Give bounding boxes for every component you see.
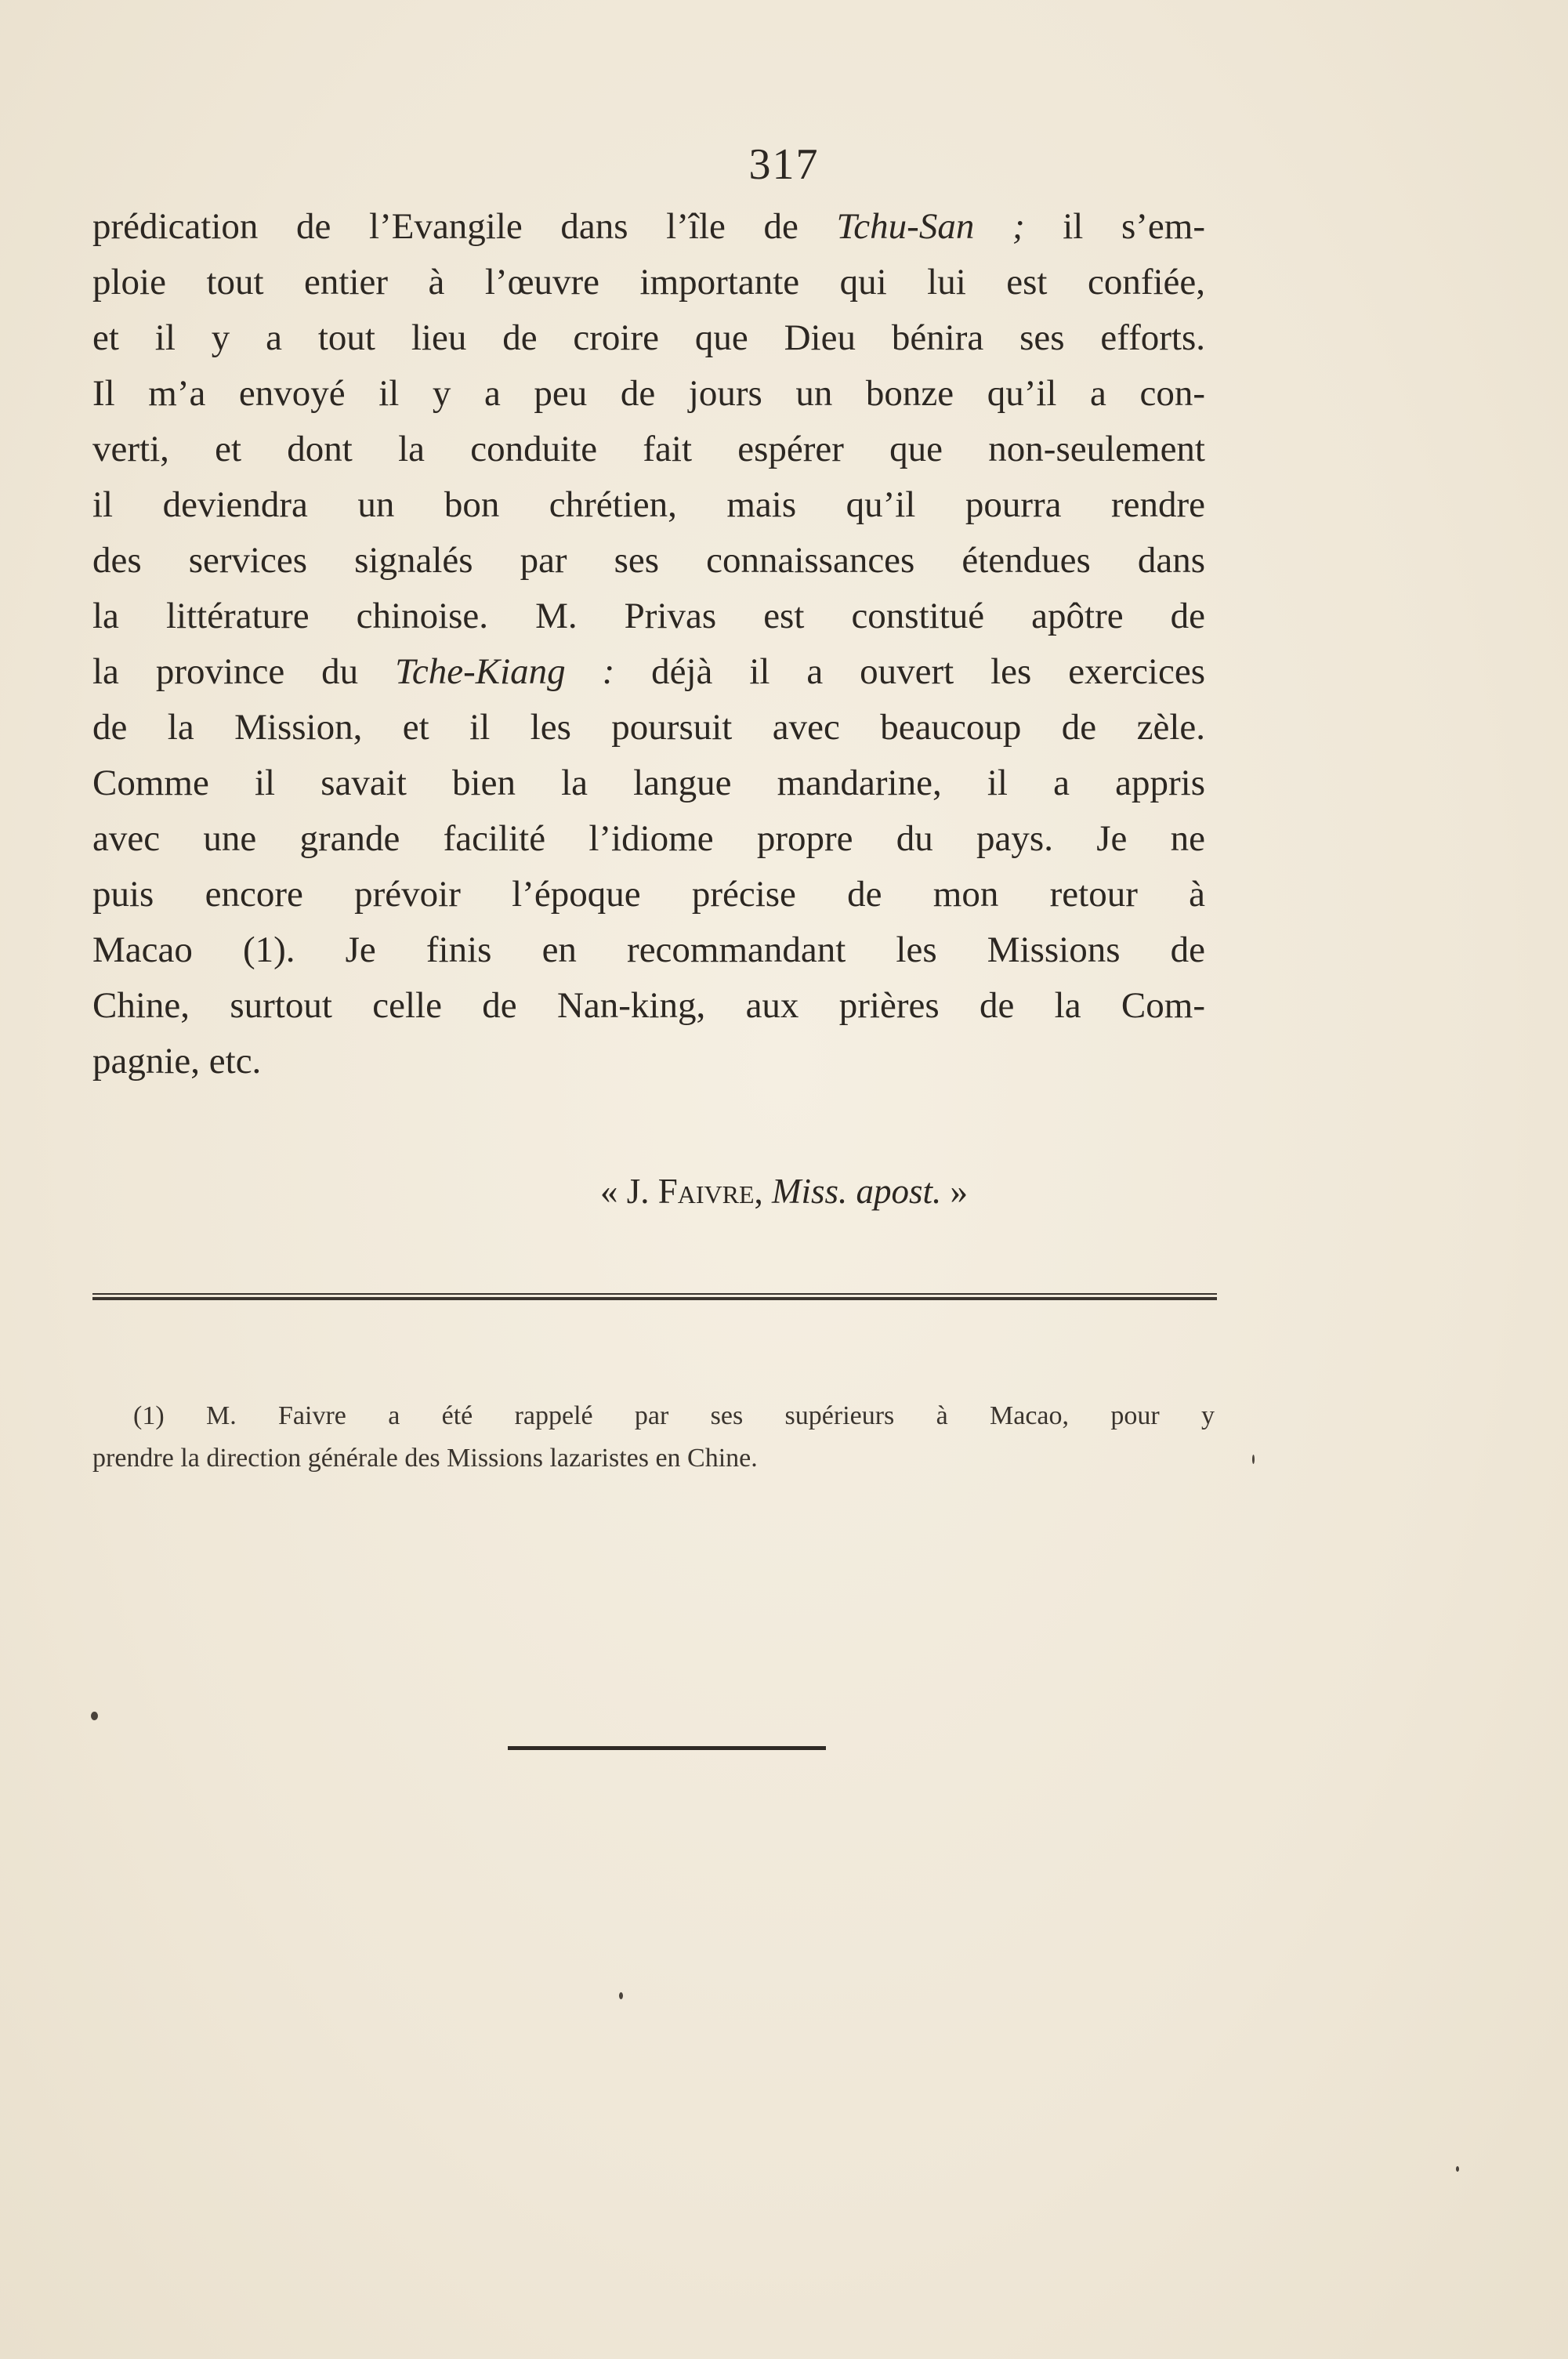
main-paragraph	[92, 199, 1205, 1089]
text-line	[92, 366, 1205, 422]
text-line	[92, 811, 1205, 867]
text-run: verti, et dont la conduite fait espérer que non-seulement	[92, 429, 1205, 469]
text-run: puis encore prévoir l’époque précise de mon retour à	[92, 874, 1205, 915]
text-run: pagnie, etc.	[92, 1041, 262, 1082]
text-line	[92, 589, 1205, 644]
text-run: de la Mission, et il les poursuit avec beaucoup de zèle.	[92, 707, 1205, 748]
text-run: des services signalés par ses connaissances étendues dans	[92, 540, 1205, 581]
text-run: Il m’a envoyé il y a peu de jours un bonze qu’il a con-	[92, 373, 1205, 414]
signature-title: Miss. apost.	[772, 1172, 942, 1211]
italic-place-name: Tche-Kiang :	[395, 651, 615, 692]
text-run: il s’em-	[1024, 206, 1205, 247]
signature-name: Faivre	[657, 1172, 755, 1211]
text-line	[92, 644, 1205, 700]
text-line	[92, 700, 1205, 756]
text-line	[92, 422, 1205, 477]
text-line	[92, 310, 1205, 366]
signature-close: »	[941, 1172, 969, 1211]
text-line	[92, 978, 1205, 1034]
text-run: Comme il savait bien la langue mandarine, il a appris	[92, 763, 1205, 803]
page-number: 317	[748, 140, 820, 189]
ink-speck	[1252, 1455, 1255, 1464]
text-line	[92, 756, 1205, 811]
text-line	[92, 1034, 1205, 1089]
text-run: la littérature chinoise. M. Privas est constitué apôtre de	[92, 596, 1205, 636]
footnote	[92, 1395, 1215, 1480]
text-run: la province du	[92, 651, 396, 692]
text-run: déjà il a ouvert les exercices	[614, 651, 1205, 692]
text-line	[92, 922, 1205, 978]
text-line	[92, 199, 1205, 255]
ink-speck	[619, 1992, 623, 1999]
end-rule	[508, 1746, 826, 1750]
text-run: il deviendra un bon chrétien, mais qu’il pourra rendre	[92, 484, 1205, 525]
text-line	[92, 255, 1205, 310]
footnote-line-2: prendre la direction générale des Missions lazaristes en Chine.	[92, 1444, 758, 1473]
signature-separator: ,	[754, 1172, 773, 1211]
signature	[0, 1168, 1568, 1215]
signature-open: « J.	[599, 1172, 658, 1211]
text-line	[92, 533, 1205, 589]
italic-place-name: Tchu-San ;	[836, 206, 1025, 247]
text-line	[92, 477, 1205, 533]
text-run: avec une grande facilité l’idiome propre du pays. Je ne	[92, 818, 1205, 859]
ink-speck	[1456, 2166, 1459, 2172]
text-line	[92, 867, 1205, 922]
ink-speck	[91, 1712, 98, 1720]
text-run: ploie tout entier à l’œuvre importante qui lui est confiée,	[92, 262, 1205, 303]
text-run: et il y a tout lieu de croire que Dieu bénira ses efforts.	[92, 317, 1205, 358]
text-run: Macao (1). Je finis en recommandant les Missions de	[92, 929, 1205, 970]
footnote-line-1: (1) M. Faivre a été rappelé par ses supérieurs à Macao, pour y	[133, 1401, 1215, 1430]
text-run: Chine, surtout celle de Nan-king, aux prières de la Com-	[92, 985, 1205, 1026]
text-run: prédication de l’Evangile dans l’île de	[92, 206, 837, 247]
footnote-separator-rule	[92, 1293, 1217, 1300]
